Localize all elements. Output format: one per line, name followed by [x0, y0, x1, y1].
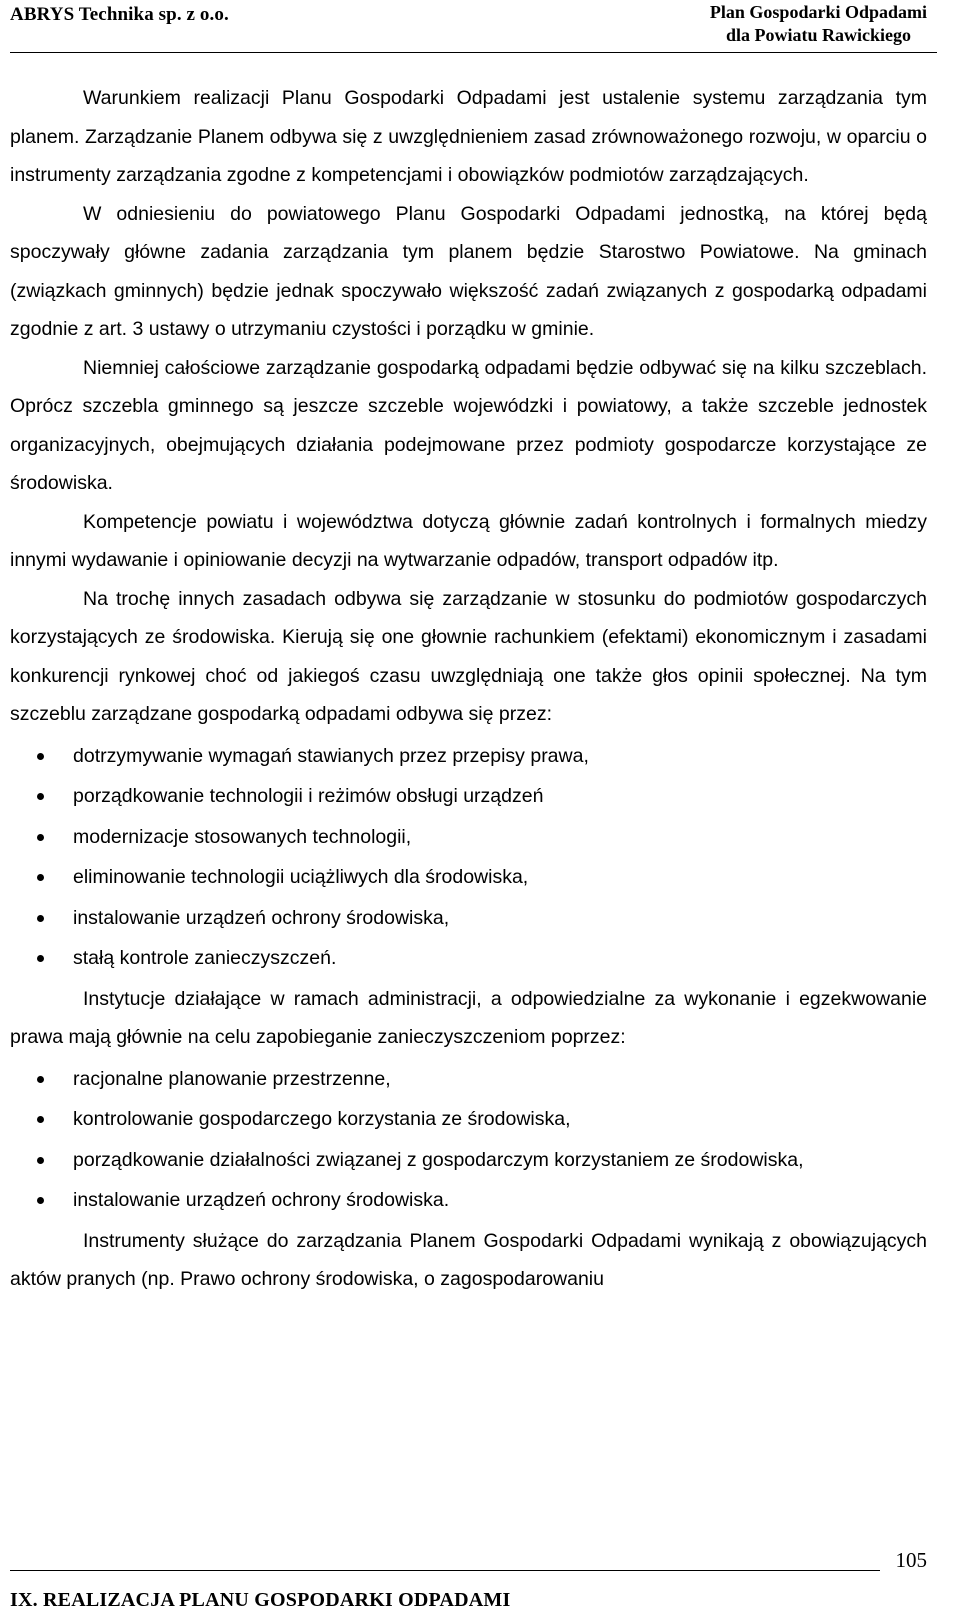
- bullet-list-management: [10, 737, 927, 978]
- bullet-icon: [37, 1157, 44, 1164]
- company-name: ABRYS Technika sp. z o.o.: [10, 4, 229, 25]
- paragraph: W odniesieniu do powiatowego Planu Gospodarki Odpadami jednostką, na której będą spoczywały główne zadania zarządzania tym planem będzie Starostwo Powiatowe. Na gminach (związkach gminnych) będzie jednak spoczywało większość zadań związanych z gospodarką odpadami zgodnie z art. 3 ustawy o utrzymaniu czystości i porządku w gminie.: [10, 202, 927, 340]
- list-item: [10, 858, 927, 897]
- paragraph: Na trochę innych zasadach odbywa się zarządzanie w stosunku do podmiotów gospodarczych korzystających ze środowiska. Kierują się one głownie rachunkiem (efektami) ekonomicznym i zasadami konkurencji rynkowej choć od jakiegoś czasu uwzględniają one także głos opinii społecznej. Na tym szczeblu zarządzane gospodarką odpadami odbywa się przez:: [10, 587, 927, 725]
- page-number: 105: [895, 1548, 927, 1572]
- paragraph: Instytucje działające w ramach administracji, a odpowiedzialne za wykonanie i egzekwowanie prawa mają głównie na celu zapobieganie zanieczyszczeniom poprzez:: [10, 987, 927, 1048]
- list-item-text: kontrolowanie gospodarczego korzystania ze środowiska,: [73, 1108, 571, 1130]
- footer-divider: [10, 1570, 880, 1571]
- list-item: [10, 1060, 927, 1099]
- list-item: [10, 818, 927, 857]
- list-item-text: stałą kontrole zanieczyszczeń.: [73, 947, 337, 969]
- bullet-icon: [37, 753, 44, 760]
- bullet-icon: [37, 874, 44, 881]
- list-item-text: eliminowanie technologii uciążliwych dla środowiska,: [73, 866, 529, 888]
- list-item: [10, 1100, 927, 1139]
- paragraph: Kompetencje powiatu i województwa dotyczą głównie zadań kontrolnych i formalnych miedzy innymi wydawanie i opiniowanie decyzji na wytwarzanie odpadów, transport odpadów itp.: [10, 510, 927, 571]
- list-item-text: porządkowanie działalności związanej z gospodarczym korzystaniem ze środowiska,: [73, 1148, 804, 1171]
- document-title: [710, 1, 927, 47]
- list-item-text: instalowanie urządzeń ochrony środowiska,: [73, 906, 450, 929]
- paragraph: Niemniej całościowe zarządzanie gospodarką odpadami będzie odbywać się na kilku szczeblach. Oprócz szczebla gminnego są jeszcze szczeble wojewódzki i powiatowy, a także szczeble jednostek organizacyjnych, obejmujących działania podejmowane przez podmioty gospodarcze korzystające ze środowiska.: [10, 356, 927, 494]
- bullet-icon: [37, 1116, 44, 1123]
- list-item: [10, 939, 927, 978]
- document-title-line-2: dla Powiatu Rawickiego: [725, 25, 911, 45]
- list-item: [10, 1181, 927, 1220]
- bullet-icon: [37, 834, 44, 841]
- bullet-icon: [37, 955, 44, 962]
- list-item-text: dotrzymywanie wymagań stawianych przez przepisy prawa,: [73, 744, 589, 767]
- list-item: [10, 777, 927, 816]
- list-item-text: porządkowanie technologii i reżimów obsługi urządzeń: [73, 785, 544, 807]
- page-footer: [10, 1540, 937, 1615]
- list-item: [10, 899, 927, 938]
- bullet-icon: [37, 1076, 44, 1083]
- list-item-text: racjonalne planowanie przestrzenne,: [73, 1067, 391, 1090]
- bullet-icon: [37, 1197, 44, 1204]
- paragraph: Warunkiem realizacji Planu Gospodarki Odpadami jest ustalenie systemu zarządzania tym planem. Zarządzanie Planem odbywa się z uwzględnieniem zasad zrównoważonego rozwoju, w oparciu o instrumenty zarządzania zgodne z kompetencjami i obowiązków podmiotów zarządzających.: [10, 87, 927, 186]
- bullet-icon: [37, 793, 44, 800]
- bullet-icon: [37, 915, 44, 922]
- list-item-text: modernizacje stosowanych technologii,: [73, 825, 412, 848]
- page-header: [10, 0, 937, 53]
- chapter-title: IX. REALIZACJA PLANU GOSPODARKI ODPADAMI: [10, 1589, 511, 1611]
- document-body: [10, 79, 927, 1299]
- paragraph: Instrumenty służące do zarządzania Planem Gospodarki Odpadami wynikają z obowiązujących aktów pranych (np. Prawo ochrony środowiska, o zagospodarowaniu: [10, 1229, 927, 1290]
- document-title-line-1: Plan Gospodarki Odpadami: [709, 2, 927, 22]
- bullet-list-administration: [10, 1060, 927, 1220]
- list-item: [10, 1141, 927, 1180]
- list-item-text: instalowanie urządzeń ochrony środowiska.: [73, 1189, 450, 1211]
- list-item: [10, 737, 927, 776]
